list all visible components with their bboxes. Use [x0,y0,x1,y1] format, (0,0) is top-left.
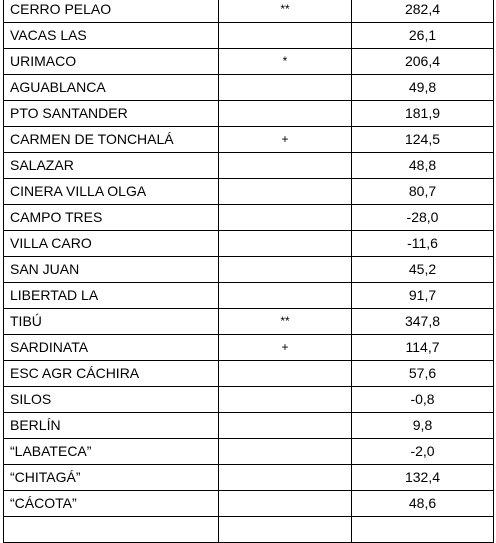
flag-cell [219,231,352,257]
station-name-cell: SALAZAR [4,153,219,179]
table-row [4,413,494,439]
flag-cell: * [219,49,352,75]
flag-cell: ** [219,309,352,335]
value-cell: 124,5 [352,127,494,153]
flag-cell: + [219,335,352,361]
station-name-cell: LIBERTAD LA [4,283,219,309]
station-name-cell: URIMACO [4,49,219,75]
flag-cell: + [219,127,352,153]
value-cell: -2,0 [352,439,494,465]
table-row [4,153,494,179]
table-row [4,309,494,335]
table-row [4,205,494,231]
table-row [4,361,494,387]
flag-cell [219,23,352,49]
flag-cell [219,153,352,179]
flag-cell [219,283,352,309]
table-row [4,49,494,75]
table-row [4,335,494,361]
table-row [4,0,494,23]
value-cell: 57,6 [352,361,494,387]
value-cell: -11,6 [352,231,494,257]
flag-cell [219,439,352,465]
station-name-cell: SARDINATA [4,335,219,361]
station-name-cell: VACAS LAS [4,23,219,49]
flag-cell [219,75,352,101]
value-cell: 91,7 [352,283,494,309]
station-name-cell: SILOS [4,387,219,413]
value-cell: -28,0 [352,205,494,231]
station-name-cell: “CÁCOTA” [4,491,219,517]
station-table-body [4,0,494,543]
station-name-cell: VILLA CARO [4,231,219,257]
flag-cell [219,205,352,231]
flag-cell [219,413,352,439]
station-name-cell: “LABATECA” [4,439,219,465]
table-row [4,439,494,465]
station-table [3,0,494,543]
flag-cell [219,387,352,413]
value-cell: 206,4 [352,49,494,75]
table-row [4,491,494,517]
table-row [4,23,494,49]
station-name-cell: ESC AGR CÁCHIRA [4,361,219,387]
value-cell: 48,6 [352,491,494,517]
flag-cell [219,101,352,127]
value-cell: 26,1 [352,23,494,49]
station-name-cell: BERLÍN [4,413,219,439]
value-cell: 48,8 [352,153,494,179]
flag-cell [219,465,352,491]
station-name-cell: AGUABLANCA [4,75,219,101]
table-row [4,101,494,127]
value-cell: 45,2 [352,257,494,283]
station-name-cell [4,517,219,543]
table-row [4,179,494,205]
value-cell [352,517,494,543]
flag-cell [219,517,352,543]
table-row [4,517,494,543]
value-cell: -0,8 [352,387,494,413]
table-row [4,387,494,413]
table-row [4,127,494,153]
value-cell: 282,4 [352,0,494,23]
value-cell: 114,7 [352,335,494,361]
table-row [4,231,494,257]
station-name-cell: TIBÚ [4,309,219,335]
table-row [4,465,494,491]
flag-cell [219,491,352,517]
flag-cell [219,257,352,283]
value-cell: 181,9 [352,101,494,127]
table-row [4,257,494,283]
station-name-cell: CAMPO TRES [4,205,219,231]
station-name-cell: “CHITAGÁ” [4,465,219,491]
station-name-cell: CARMEN DE TONCHALÁ [4,127,219,153]
value-cell: 347,8 [352,309,494,335]
value-cell: 9,8 [352,413,494,439]
flag-cell [219,179,352,205]
value-cell: 80,7 [352,179,494,205]
table-row [4,283,494,309]
value-cell: 132,4 [352,465,494,491]
station-name-cell: CINERA VILLA OLGA [4,179,219,205]
flag-cell [219,361,352,387]
flag-cell: ** [219,0,352,23]
station-name-cell: CERRO PELAO [4,0,219,23]
station-name-cell: SAN JUAN [4,257,219,283]
station-table-container [3,0,493,543]
station-name-cell: PTO SANTANDER [4,101,219,127]
value-cell: 49,8 [352,75,494,101]
table-row [4,75,494,101]
